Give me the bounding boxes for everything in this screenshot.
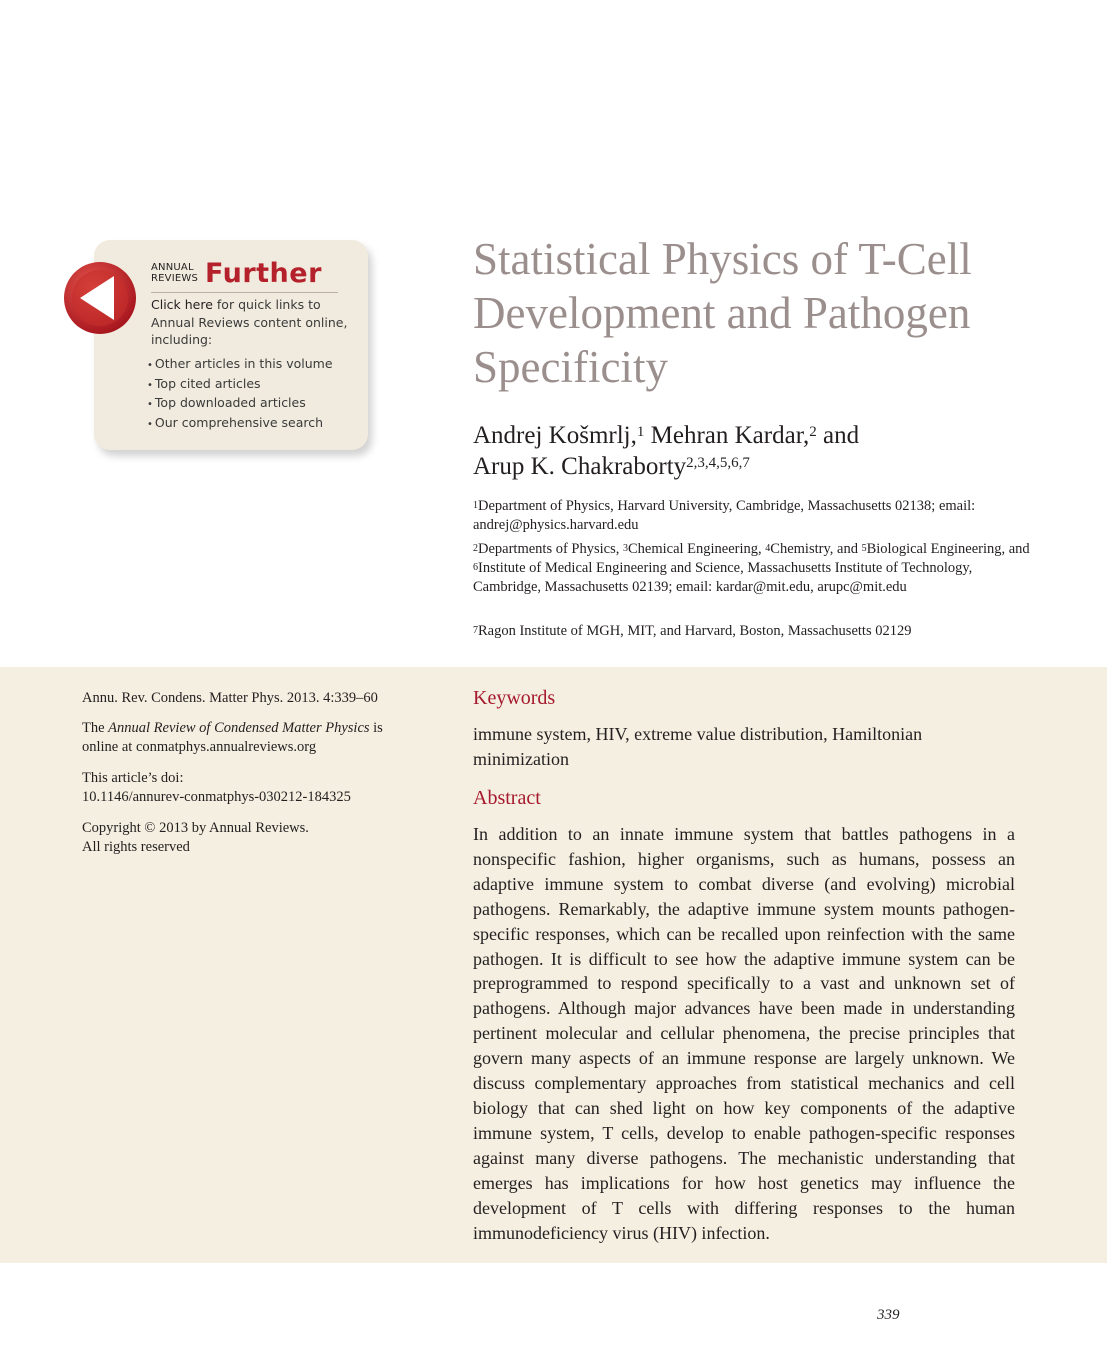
- further-item-other-articles[interactable]: • Other articles in this volume: [147, 355, 333, 375]
- doi-value[interactable]: 10.1146/annurev-conmatphys-030212-184325: [82, 789, 351, 805]
- abstract-text: In addition to an innate immune system that battles pathogens in a nonspecific fashion, higher organisms, such as humans, possess an adaptive immune system to combat diverse (and evolving) microbial pathogens. Remarkably, the adaptive immune system mounts pathogen-specific responses, which can be recalled upon reinfection with the same pathogen. It is difficult to see how the adaptive immune system can be preprogrammed to respond specifically to a vast and unknown set of pathogens. Although major advances have been made in understanding pertinent molecular and cellular phenomena, the precise principles that govern many aspects of an immune response are largely unknown. We discuss complementary approaches from statistical mechanics and cell biology that can shed light on how key components of the adaptive immune system, T cells, develop to enable pathogen-specific responses against many diverse pathogens. The mechanistic understanding that emerges has implications for how host genetics may influence the development of T cells with differing responses to the human immunodeficiency virus (HIV) infection.: [473, 824, 1015, 1243]
- abstract-heading: Abstract: [473, 787, 541, 809]
- further-logo-text: Further: [205, 258, 322, 289]
- online-post: is online at conmatphys.annualreviews.org: [82, 720, 383, 755]
- article-title: Statistical Physics of T-Cell Development and Pathogen Specificity: [473, 234, 972, 392]
- affil-sup: 2: [473, 543, 478, 554]
- author-sup: 2,3,4,5,6,7: [686, 455, 750, 471]
- keywords-text: immune system, HIV, extreme value distribution, Hamiltonian minimization: [473, 724, 923, 769]
- affil-text: Chemical Engineering,: [627, 541, 766, 557]
- divider: [151, 292, 338, 293]
- copyright-block: [82, 819, 422, 857]
- doi-label: This article’s doi:: [82, 770, 184, 786]
- affil-sup: 6: [473, 562, 478, 573]
- further-description-text: for quick links to Annual Reviews content online, including:: [151, 297, 348, 347]
- journal-online-note: [82, 719, 422, 757]
- affil-text: Ragon Institute of MGH, MIT, and Harvard, Boston, Massachusetts 02129: [478, 623, 912, 639]
- affil-text: Chemistry, and: [770, 541, 862, 557]
- journal-name: Annual Review of Condensed Matter Physics: [108, 720, 370, 736]
- further-item-top-cited[interactable]: • Top cited articles: [147, 375, 333, 395]
- further-item-search[interactable]: • Our comprehensive search: [147, 414, 333, 434]
- copyright: Copyright © 2013 by Annual Reviews.: [82, 820, 309, 836]
- author-line-1: [473, 420, 859, 451]
- citation: Annu. Rev. Condens. Matter Phys. 2013. 4:339–60: [82, 690, 378, 706]
- affil-text: Institute of Medical Engineering and Science, Massachusetts Institute of Technology, Cambridge, Massachusetts 02139; email: kardar@mit.edu, arupc@mit.edu: [473, 560, 973, 595]
- further-arrow-icon[interactable]: [62, 260, 138, 336]
- click-here-link[interactable]: Click here: [151, 297, 213, 312]
- affiliation-2: [473, 540, 1033, 597]
- affil-text: Biological Engineering, and: [866, 541, 1030, 557]
- affiliation-1: [473, 497, 1033, 535]
- author-chakraborty: Arup K. Chakraborty: [473, 453, 687, 480]
- author-kosmrlj: Andrej Košmrlj,: [473, 422, 637, 449]
- brand-line-reviews: REVIEWS: [151, 273, 199, 284]
- affil-text: Departments of Physics,: [478, 541, 623, 557]
- brand-line-annual: ANNUAL: [151, 262, 194, 273]
- author-sup: 2: [809, 424, 817, 440]
- brand-small-text: [151, 262, 198, 284]
- affil-sup: 5: [861, 543, 867, 554]
- keywords-heading: Keywords: [473, 687, 556, 709]
- author-kardar: Mehran Kardar,: [644, 422, 810, 449]
- rights: All rights reserved: [82, 839, 190, 855]
- affil-sup: 7: [473, 625, 478, 636]
- online-pre: The: [82, 720, 109, 736]
- author-sup: 1: [636, 424, 645, 440]
- affil-sup: 3: [622, 543, 628, 554]
- affil-text: Department of Physics, Harvard University, Cambridge, Massachusetts 02138; email: andrej@physics.harvard.edu: [473, 498, 976, 533]
- doi-block: [82, 769, 422, 807]
- affil-sup: 4: [765, 543, 771, 554]
- further-list: [147, 355, 333, 433]
- further-item-top-downloaded[interactable]: • Top downloaded articles: [147, 394, 333, 414]
- author-and: and: [816, 422, 860, 449]
- affil-sup: 1: [473, 500, 478, 511]
- author-list: [473, 420, 859, 482]
- affiliation-7: [473, 622, 1033, 641]
- further-description: [151, 296, 351, 349]
- page-number: 339: [877, 1307, 900, 1323]
- author-line-2: [473, 451, 859, 482]
